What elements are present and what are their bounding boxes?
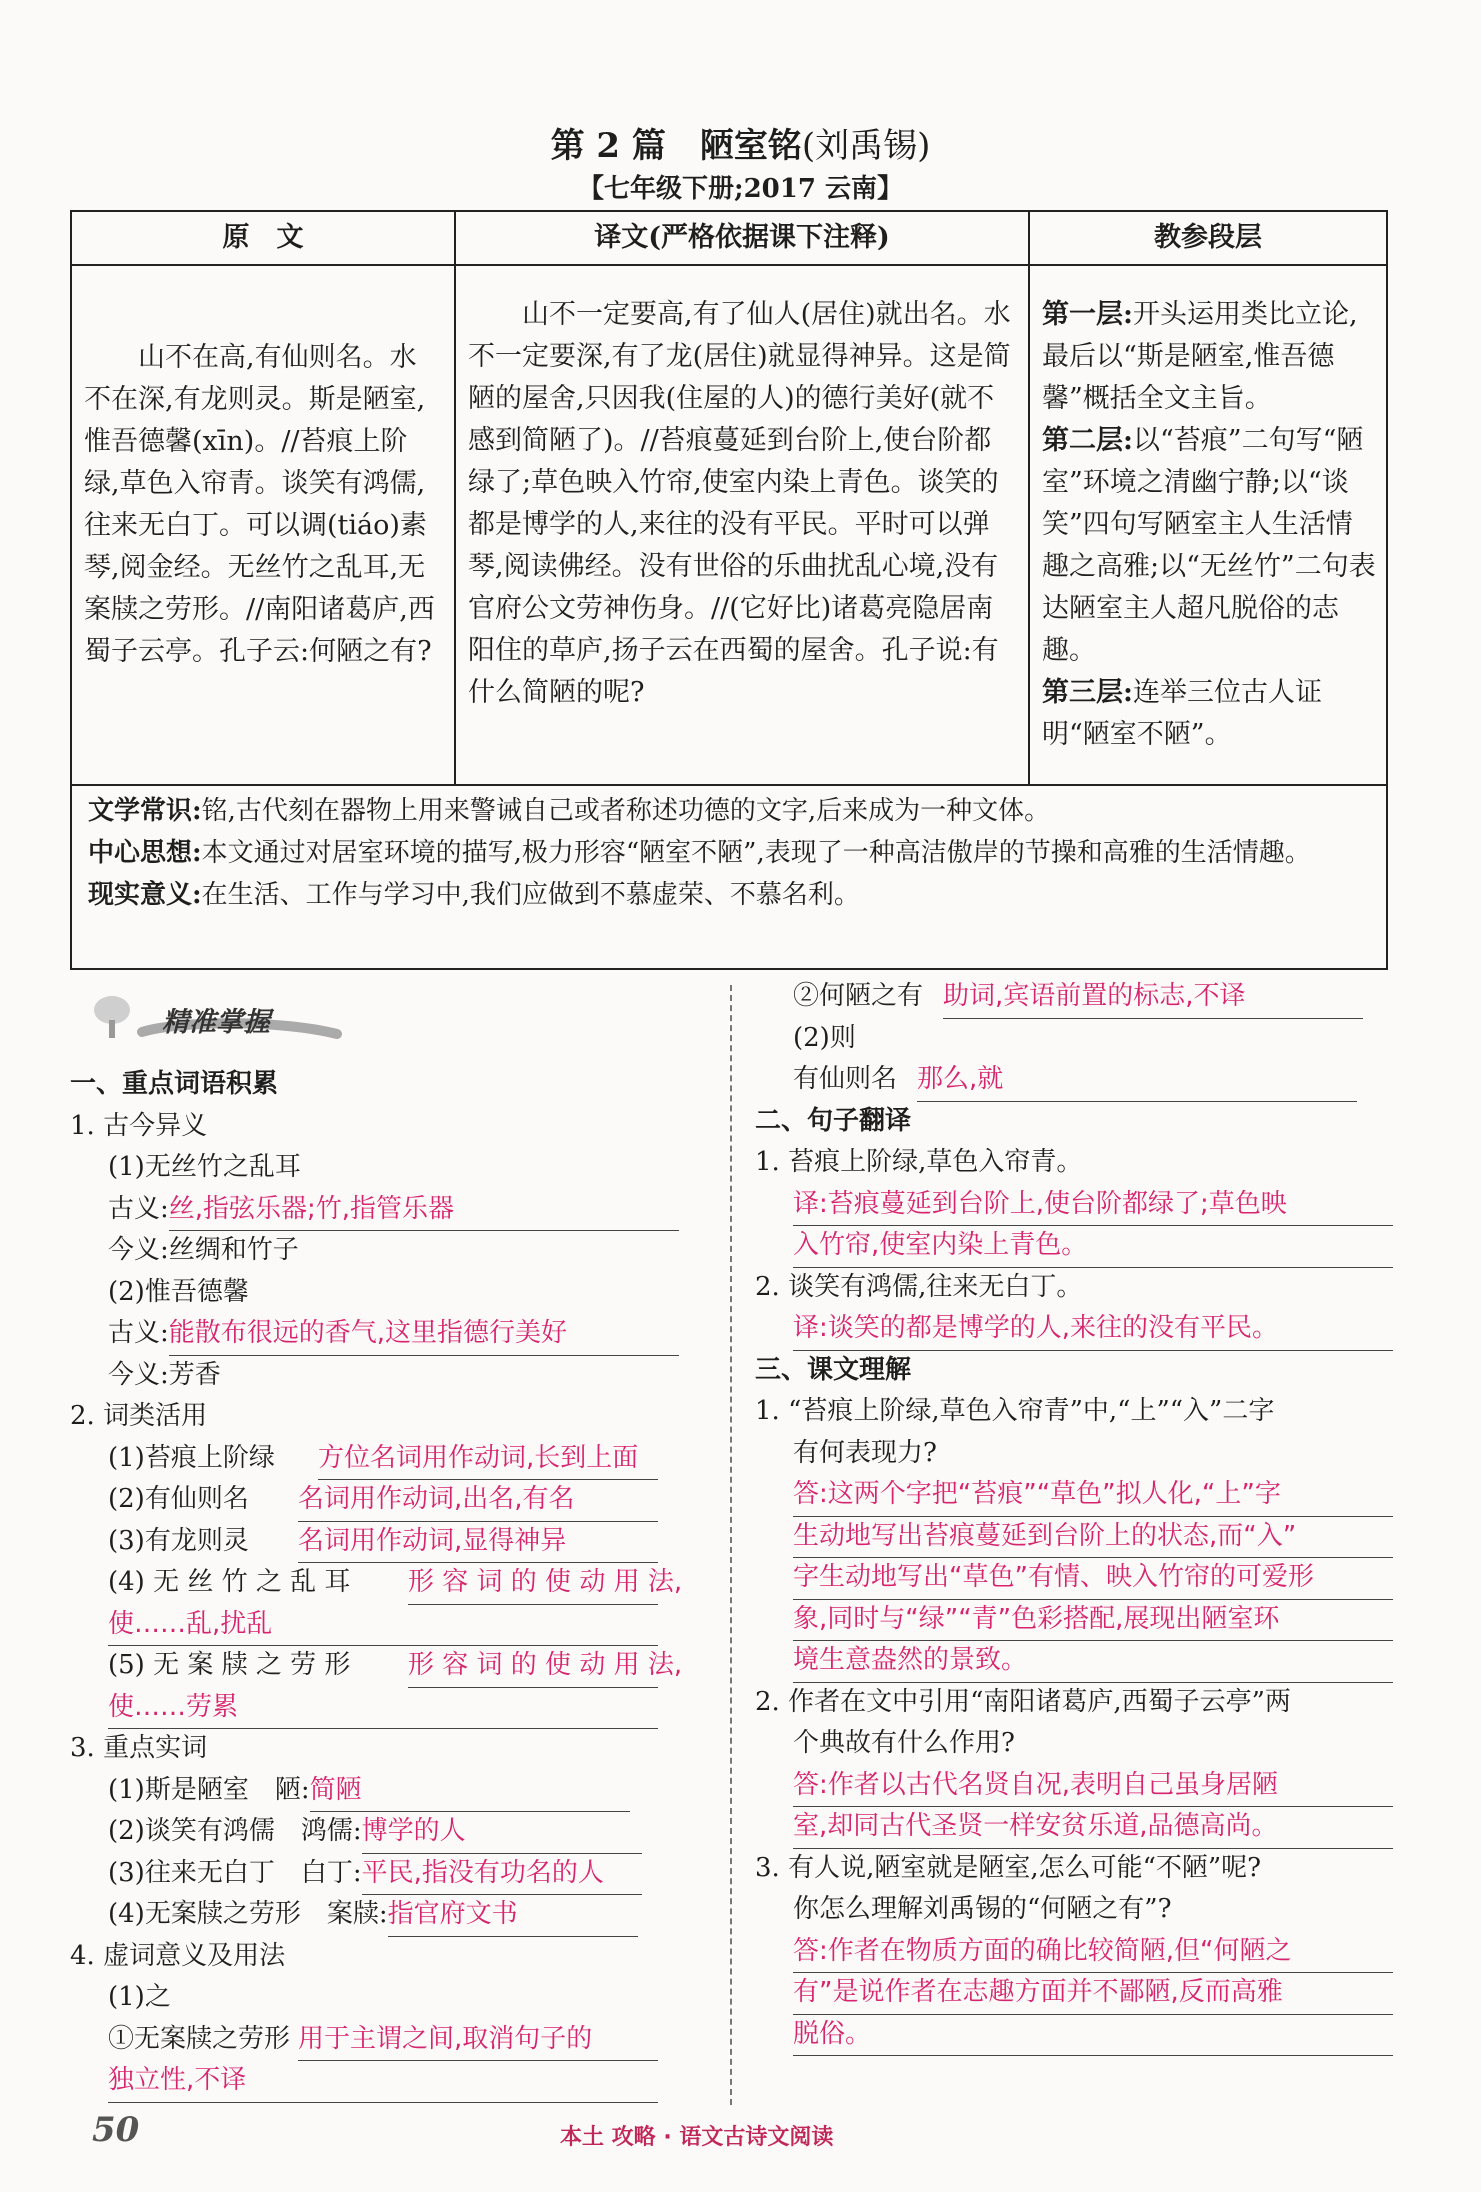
answer: 形 容 词 的 使 动 用 法, xyxy=(408,1562,658,1605)
answer: 丝,指弦乐器;竹,指管乐器 xyxy=(169,1189,679,1232)
answer: 形 容 词 的 使 动 用 法, xyxy=(408,1645,658,1688)
answer: 字生动地写出“草色”有情、映入竹帘的可爱形 xyxy=(793,1557,1393,1600)
answer: 脱俗。 xyxy=(793,2014,1393,2057)
page-title xyxy=(0,118,1481,167)
q-function-words: 4. 虚词意义及用法 xyxy=(70,1940,286,1971)
heading-understand: 三、课文理解 xyxy=(755,1354,912,1385)
header-layers: 教参段层 xyxy=(1154,222,1262,253)
answer: 室,却同古代圣贤一样安贫乐道,品德高尚。 xyxy=(793,1806,1393,1849)
header-translation: 译文(严格依据课下注释) xyxy=(594,222,890,253)
answer: 助词,宾语前置的标志,不译 xyxy=(943,976,1363,1019)
answer: 能散布很远的香气,这里指德行美好 xyxy=(169,1313,679,1356)
q-word-class: 2. 词类活用 xyxy=(70,1401,208,1431)
answer: 有”是说作者在志趣方面并不鄙陋,反而高雅 xyxy=(793,1972,1393,2015)
answer: 译:苔痕蔓延到台阶上,使台阶都绿了;草色映 xyxy=(793,1184,1393,1227)
heading-translate: 二、句子翻译 xyxy=(755,1105,912,1136)
text-table xyxy=(70,210,1388,970)
answer: 使……乱,扰乱 xyxy=(108,1604,658,1647)
answer: 境生意盎然的景致。 xyxy=(793,1640,1393,1683)
q-key-words: 3. 重点实词 xyxy=(70,1733,208,1763)
heading-vocab: 一、重点词语积累 xyxy=(70,1069,279,1099)
layer-1: 第一层:开头运用类比立论,最后以“斯是陋室,惟吾德馨”概括全文主旨。 xyxy=(1042,299,1358,414)
layers xyxy=(1042,294,1378,756)
table-notes xyxy=(88,790,1370,916)
answer: 答:作者在物质方面的确比较简陋,但“何陋之 xyxy=(793,1931,1393,1974)
answer: 答:作者以古代名贤自况,表明自己虽身居陋 xyxy=(793,1765,1393,1808)
answer: 答:这两个字把“苔痕”“草色”拟人化,“上”字 xyxy=(793,1474,1393,1517)
answer: 用于主谓之间,取消句子的 xyxy=(298,2019,658,2062)
answer: 名词用作动词,出名,有名 xyxy=(298,1479,658,1522)
answer: 简陋 xyxy=(310,1770,630,1813)
translation-text: 山不一定要高,有了仙人(居住)就出名。水不一定要深,有了龙(居住)就显得神异。这是简陋的屋舍,只因我(住屋的人)的德行美好(就不感到简陋了)。//苔痕蔓延到台阶上,使台阶都绿了;草色映入竹帘,使室内染上青色。谈笑的都是博学的人,来往的没有平民。平时可以弹琴,阅读佛经。没有世俗的乐曲扰乱心境,没有官府公文劳神伤身。//(它好比)诸葛亮隐居南阳住的草庐,扬子云在西蜀的屋舍。孔子说:有什么简陋的呢? xyxy=(468,299,1011,708)
answer: 方位名词用作动词,长到上面 xyxy=(318,1438,658,1481)
page-number: 50 xyxy=(92,2110,140,2150)
right-column: ②何陋之有 助词,宾语前置的标志,不译 (2)则 有仙则名 那么,就 二、句子翻译 1. 苔痕上阶绿,草色入帘青。 译:苔痕蔓延到台阶上,使台阶都绿了;草色映 入竹帘,使室内染上青色。 2. 谈笑有鸿儒,往来无白丁。 译:谈笑的都是博学的人,来往的没有平民。 三、课文理解 1. “苔痕上阶绿,草色入帘青”中,“上”“入”二字 有何表现力? 答:这两个字把“苔痕”“草色”拟人化,“上”字 生动地写出苔痕蔓延到台阶上的状态,而“入” 字生动地写出“草色”有情、映入竹帘的可爱形 象,同时与“绿”“青”色彩搭配,展现出陋室环 境生意盎然的景致。 2. 作者在文中引用“南阳诸葛庐,西蜀子云亭”两 个典故有什么作用? 答:作者以古代名贤自况,表明自己虽身居陋 室,却同古代圣贤一样安贫乐道,品德高尚。 3. 有人说,陋室就是陋室,怎么可能“不陋”呢? 你怎么理解刘禹锡的“何陋之有”? 答:作者在物质方面的确比较简陋,但“何陋之 有”是说作者在志趣方面并不鄙陋,反而高雅 脱俗。 xyxy=(755,976,1395,2055)
original-text: 山不在高,有仙则名。水不在深,有龙则灵。斯是陋室,惟吾德馨(xīn)。//苔痕上阶绿,草色入帘青。谈笑有鸿儒,往来无白丁。可以调(tiáo)素琴,阅金经。无丝竹之乱耳,无案牍之劳形。//南阳诸葛庐,西蜀子云亭。孔子云:何陋之有? xyxy=(84,342,435,667)
column-divider xyxy=(730,985,732,2105)
answer: 指官府文书 xyxy=(388,1894,638,1937)
layer-3: 第三层:连举三位古人证明“陋室不陋”。 xyxy=(1042,677,1322,750)
title-main: 第 2 篇 陋室铭 xyxy=(550,126,802,166)
header-original: 原 文 xyxy=(222,222,304,253)
footer-brand: 本土 攻略 · 语文古诗文阅读 xyxy=(560,2125,834,2150)
left-column: 一、重点词语积累 1. 古今异义 (1)无丝竹之乱耳 古义:丝,指弦乐器;竹,指管乐器 今义:丝绸和竹子 (2)惟吾德馨 古义:能散布很远的香气,这里指德行美好 今义:芳香 2. 词类活用 (1)苔痕上阶绿 方位名词用作动词,长到上面 (2)有仙则名 名词用作动词,出名,有名 (3)有龙则灵 名词用作动词,显得神异 (4) 无 丝 竹 之 乱 耳 形 容 词 的 使 动 用 法, 使……乱,扰乱 (5) 无 案 牍 之 劳 形 形 容 词 的 使 动 用 法, 使……劳累 3. 重点实词 (1)斯是陋室 陋:简陋 (2)谈笑有鸿儒 鸿儒:博学的人 (3)往来无白丁 白丁:平民,指没有功名的人 (4)无案牍之劳形 案牍:指官府文书 4. 虚词意义及用法 (1)之 ①无案牍之劳形 用于主谓之间,取消句子的 独立性,不译 xyxy=(70,1064,700,2102)
note-literature: 文学常识:铭,古代刻在器物上用来警诫自己或者称述功德的文字,后来成为一种文体。 xyxy=(88,796,1051,826)
answer: 名词用作动词,显得神异 xyxy=(298,1521,658,1564)
answer: 象,同时与“绿”“青”色彩搭配,展现出陋室环 xyxy=(793,1599,1393,1642)
layer-2: 第二层:以“苔痕”二句写“陋室”环境之清幽宁静;以“谈笑”四句写陋室主人生活情趣之高雅;以“无丝竹”二句表达陋室主人超凡脱俗的志趣。 xyxy=(1042,425,1376,666)
answer: 使……劳累 xyxy=(108,1687,658,1730)
answer: 译:谈笑的都是博学的人,来往的没有平民。 xyxy=(793,1308,1393,1351)
answer: 独立性,不译 xyxy=(108,2060,658,2103)
note-meaning: 现实意义:在生活、工作与学习中,我们应做到不慕虚荣、不慕名利。 xyxy=(88,880,860,910)
answer: 平民,指没有功名的人 xyxy=(362,1853,642,1896)
section-logo-text: 精准掌握 xyxy=(162,1007,270,1038)
title-author: (刘禹锡) xyxy=(801,126,931,166)
title-source: 【七年级下册;2017 云南】 xyxy=(577,174,903,204)
answer: 生动地写出苔痕蔓延到台阶上的状态,而“入” xyxy=(793,1516,1393,1559)
note-theme: 中心思想:本文通过对居室环境的描写,极力形容“陋室不陋”,表现了一种高洁傲岸的节操和高雅的生活情趣。 xyxy=(88,838,1311,868)
q-ancient-modern: 1. 古今异义 xyxy=(70,1110,208,1141)
answer: 入竹帘,使室内染上青色。 xyxy=(793,1225,1393,1268)
answer: 那么,就 xyxy=(917,1059,1357,1102)
answer: 博学的人 xyxy=(362,1811,642,1854)
section-logo xyxy=(82,990,342,1048)
